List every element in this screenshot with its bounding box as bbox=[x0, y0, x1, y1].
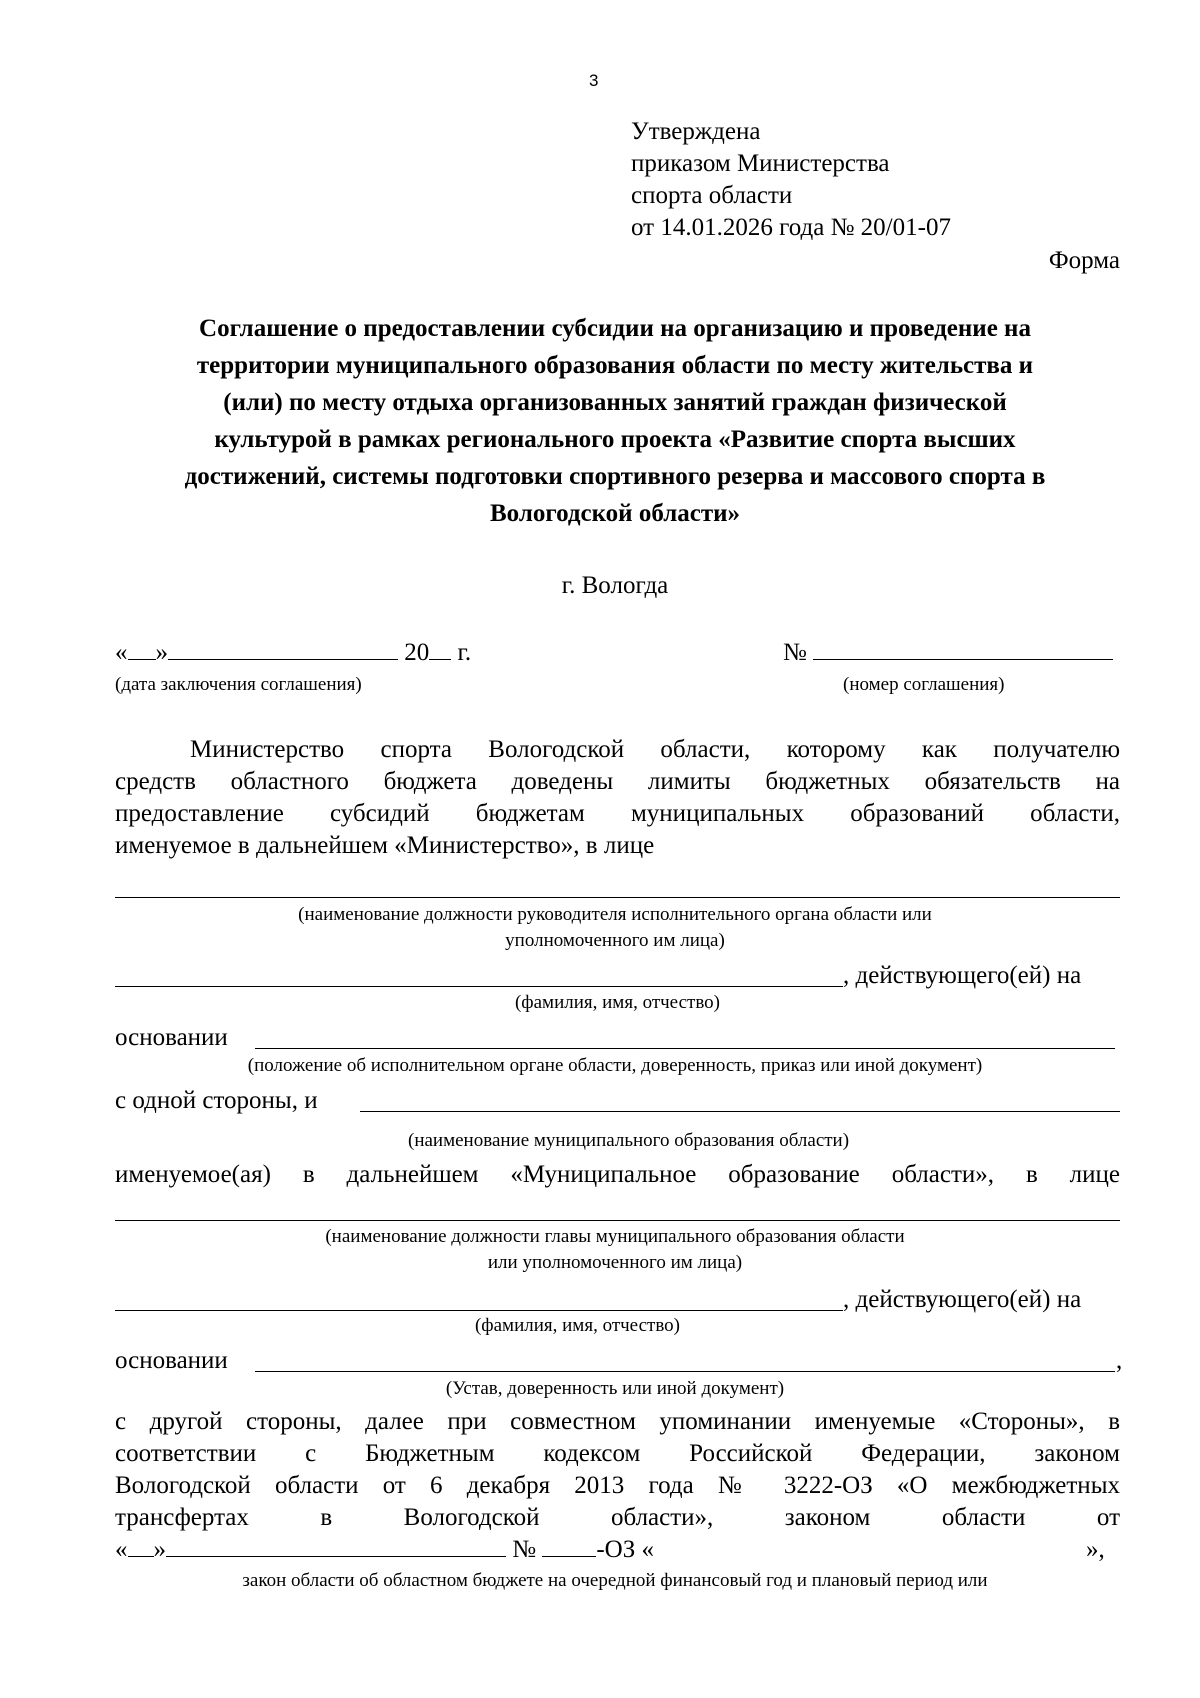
title-line-3: (или) по месту отдыха организованных занятий граждан физической bbox=[223, 389, 1007, 416]
basis-line-2 bbox=[255, 1371, 1115, 1372]
basis-caption-2: (Устав, доверенность или иной документ) bbox=[445, 1378, 785, 1399]
city: г. Вологда bbox=[561, 572, 669, 599]
official-fio-caption: (фамилия, имя, отчество) bbox=[514, 992, 720, 1013]
agreement-number-row bbox=[783, 637, 1113, 669]
number-sign: № bbox=[783, 639, 807, 666]
law-quote-close: » bbox=[153, 1536, 166, 1563]
one-side-text: с одной стороны, и bbox=[115, 1087, 318, 1114]
approval-line-4: от 14.01.2026 года № 20/01-07 bbox=[631, 214, 951, 241]
law-number-sign: № bbox=[512, 1536, 537, 1563]
municipality-caption: (наименование муниципального образования области) bbox=[408, 1130, 850, 1151]
head-fio-line bbox=[115, 1310, 843, 1311]
para1-line-1: Министерство спорта Вологодской области, которому как получателю bbox=[190, 736, 1120, 763]
head-fio-caption: (фамилия, имя, отчество) bbox=[474, 1315, 680, 1336]
para2-line-3: Вологодской области от 6 декабря 2013 года № 3222-ОЗ «О межбюджетных bbox=[115, 1472, 1120, 1499]
number-blank bbox=[813, 637, 1113, 660]
law-suffix: -ОЗ « bbox=[596, 1536, 655, 1563]
para1-line-2: средств областного бюджета доведены лимиты бюджетных обязательств на bbox=[115, 768, 1120, 795]
quote-open: « bbox=[115, 639, 128, 666]
basis-comma-2: , bbox=[1116, 1347, 1123, 1374]
named-municipality-text: именуемое(ая) в дальнейшем «Муниципальное образование области», в лице bbox=[115, 1161, 1120, 1188]
document-title bbox=[110, 310, 1120, 532]
basis-label-2: основании bbox=[115, 1347, 228, 1374]
head-position-line bbox=[115, 1220, 1120, 1221]
title-line-6: Вологодской области» bbox=[489, 500, 741, 527]
day-blank bbox=[128, 637, 156, 660]
law-number-blank bbox=[542, 1534, 596, 1557]
law-day-blank bbox=[128, 1534, 154, 1557]
law-reference-row bbox=[115, 1534, 654, 1566]
law-date-blank bbox=[166, 1534, 506, 1557]
year-blank bbox=[429, 637, 451, 660]
head-position-caption-2: или уполномоченного им лица) bbox=[487, 1252, 743, 1273]
official-fio-line bbox=[115, 986, 843, 987]
para1-line-3: предоставление субсидий бюджетам муниципальных образований области, bbox=[115, 800, 1120, 827]
basis-label-1: основании bbox=[115, 1024, 228, 1051]
law-end: », bbox=[1086, 1536, 1105, 1563]
approval-line-3: спорта области bbox=[631, 182, 793, 209]
title-line-1: Соглашение о предоставлении субсидии на организацию и проведение на bbox=[199, 315, 1031, 342]
law-caption: закон области об областном бюджете на очередной финансовый год и плановый период или bbox=[242, 1570, 988, 1591]
month-blank bbox=[168, 637, 398, 660]
title-line-2: территории муниципального образования области по месту жительства и bbox=[196, 352, 1034, 379]
official-position-caption-2: уполномоченного им лица) bbox=[505, 930, 725, 951]
title-line-5: достижений, системы подготовки спортивного резерва и массового спорта в bbox=[184, 463, 1046, 490]
head-position-caption-1: (наименование должности главы муниципального образования области bbox=[325, 1226, 905, 1247]
acting-text-1: , действующего(ей) на bbox=[843, 962, 1082, 989]
official-position-caption-1: (наименование должности руководителя исполнительного органа области или bbox=[298, 904, 932, 925]
agreement-date-row bbox=[115, 637, 471, 669]
form-label: Форма bbox=[1048, 247, 1120, 274]
basis-line-1 bbox=[255, 1048, 1115, 1049]
para2-line-1: с другой стороны, далее при совместном упоминании именуемые «Стороны», в bbox=[115, 1408, 1120, 1435]
basis-caption-1: (положение об исполнительном органе области, доверенность, приказ или иной документ) bbox=[247, 1055, 983, 1076]
para2-line-2: соответствии с Бюджетным кодексом Российской Федерации, законом bbox=[115, 1440, 1120, 1467]
date-caption: (дата заключения соглашения) bbox=[115, 674, 362, 695]
title-line-4: культурой в рамках регионального проекта «Развитие спорта высших bbox=[214, 426, 1016, 453]
para2-line-4: трансфертах в Вологодской области», законом области от bbox=[115, 1504, 1120, 1531]
para1-line-4: именуемое в дальнейшем «Министерство», в лице bbox=[115, 832, 655, 859]
acting-text-2: , действующего(ей) на bbox=[843, 1286, 1082, 1313]
law-quote-open: « bbox=[115, 1536, 128, 1563]
page-number: 3 bbox=[589, 71, 599, 90]
year-suffix: г. bbox=[451, 639, 472, 666]
number-caption: (номер соглашения) bbox=[843, 674, 1005, 695]
official-position-line bbox=[115, 897, 1120, 898]
approval-line-2: приказом Министерства bbox=[631, 150, 890, 177]
year-prefix: 20 bbox=[404, 639, 430, 666]
quote-close: » bbox=[155, 639, 168, 666]
municipality-line bbox=[360, 1111, 1120, 1112]
approval-line-1: Утверждена bbox=[631, 118, 761, 145]
